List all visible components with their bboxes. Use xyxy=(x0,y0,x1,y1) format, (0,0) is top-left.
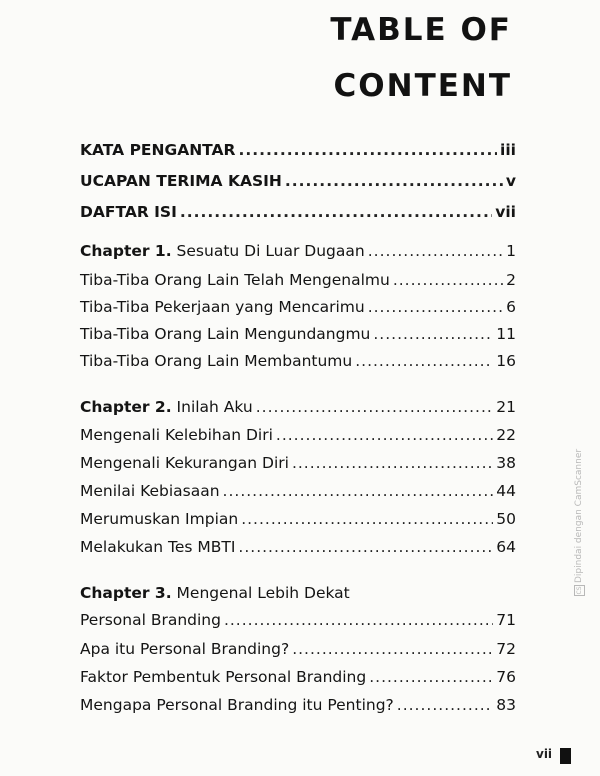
toc-entry-label: Menilai Kebiasaan xyxy=(80,482,220,500)
dot-leader xyxy=(292,454,493,472)
chapter-prefix: Chapter 2. xyxy=(80,398,172,416)
toc-entry[interactable] xyxy=(80,271,516,295)
dot-leader xyxy=(368,298,503,316)
chapter-title: Mengenal Lebih Dekat xyxy=(176,584,350,602)
toc-entry-label: Merumuskan Impian xyxy=(80,510,239,528)
toc-entry-page: 16 xyxy=(496,352,516,370)
dot-leader xyxy=(276,426,493,444)
dot-leader xyxy=(355,352,493,370)
toc-entry-daftar-isi[interactable] xyxy=(80,203,516,227)
toc-entry-page: 72 xyxy=(496,640,516,658)
dot-leader xyxy=(238,141,497,159)
toc-entry[interactable] xyxy=(80,696,516,720)
toc-entry-page: 22 xyxy=(496,426,516,444)
toc-entry-page: 83 xyxy=(496,696,516,714)
toc-entry-page: 2 xyxy=(506,271,516,289)
toc-entry[interactable] xyxy=(80,298,516,322)
toc-entry-page: 64 xyxy=(496,538,516,556)
dot-leader xyxy=(224,611,493,629)
watermark-text: Dipindai dengan CamScanner xyxy=(574,448,584,583)
toc-entry-page: vii xyxy=(495,203,516,221)
title-line-2: CONTENT xyxy=(333,68,512,104)
toc-entry[interactable] xyxy=(80,640,516,664)
chapter-prefix: Chapter 3. xyxy=(80,584,172,602)
chapter-heading xyxy=(80,584,350,602)
toc-entry-label: Apa itu Personal Branding? xyxy=(80,640,290,658)
page-number: vii xyxy=(536,747,553,761)
chapter-title: Inilah Aku xyxy=(176,398,253,416)
dot-leader xyxy=(368,242,503,260)
scanner-watermark xyxy=(574,448,585,596)
toc-entry-page: 44 xyxy=(496,482,516,500)
dot-leader xyxy=(285,172,503,190)
toc-entry-page: 38 xyxy=(496,454,516,472)
dot-leader xyxy=(241,510,493,528)
toc-entry-page: 1 xyxy=(506,242,516,260)
chapter-title: Sesuatu Di Luar Dugaan xyxy=(176,242,365,260)
toc-entry[interactable] xyxy=(80,668,516,692)
dot-leader xyxy=(292,640,493,658)
toc-entry-page: 11 xyxy=(496,325,516,343)
toc-entry-label: Mengenali Kekurangan Diri xyxy=(80,454,289,472)
toc-entry-label: Melakukan Tes MBTI xyxy=(80,538,236,556)
toc-entry[interactable] xyxy=(80,352,516,376)
toc-entry-label: UCAPAN TERIMA KASIH xyxy=(80,172,282,190)
toc-entry-kata-pengantar[interactable] xyxy=(80,141,516,165)
dot-leader xyxy=(256,398,494,416)
toc-entry-page: 71 xyxy=(496,611,516,629)
chapter-prefix: Chapter 1. xyxy=(80,242,172,260)
toc-entry[interactable] xyxy=(80,426,516,450)
toc-entry-label: KATA PENGANTAR xyxy=(80,141,236,159)
toc-entry[interactable] xyxy=(80,510,516,534)
chapter-heading xyxy=(80,398,253,416)
dot-leader xyxy=(397,696,493,714)
toc-entry-label: DAFTAR ISI xyxy=(80,203,177,221)
camscanner-icon: CS xyxy=(576,586,583,595)
dot-leader xyxy=(393,271,503,289)
title-line-1: TABLE OF xyxy=(330,12,512,48)
toc-entry-page: 6 xyxy=(506,298,516,316)
toc-entry-label: Faktor Pembentuk Personal Branding xyxy=(80,668,367,686)
dot-leader xyxy=(238,538,493,556)
dot-leader xyxy=(369,668,493,686)
toc-chapter-2[interactable] xyxy=(80,398,516,422)
toc-entry-label: Mengenali Kelebihan Diri xyxy=(80,426,273,444)
toc-entry-label: Tiba-Tiba Pekerjaan yang Mencarimu xyxy=(80,298,365,316)
toc-entry-page: iii xyxy=(500,141,516,159)
toc-entry-page: 21 xyxy=(496,398,516,416)
toc-entry-ucapan-terima-kasih[interactable] xyxy=(80,172,516,196)
toc-entry-label: Tiba-Tiba Orang Lain Mengundangmu xyxy=(80,325,371,343)
toc-entry-page: v xyxy=(505,172,516,190)
toc-entry[interactable] xyxy=(80,538,516,562)
toc-chapter-1[interactable] xyxy=(80,242,516,266)
dot-leader xyxy=(223,482,494,500)
page-marker-bar xyxy=(560,748,571,764)
toc-entry-label: Personal Branding xyxy=(80,611,221,629)
chapter-heading xyxy=(80,242,365,260)
toc-entry[interactable] xyxy=(80,482,516,506)
dot-leader xyxy=(180,203,492,221)
toc-entry-label: Tiba-Tiba Orang Lain Membantumu xyxy=(80,352,353,370)
toc-chapter-3[interactable] xyxy=(80,584,516,608)
toc-entry-label: Tiba-Tiba Orang Lain Telah Mengenalmu xyxy=(80,271,390,289)
table-of-contents xyxy=(80,0,516,776)
toc-entry-label: Mengapa Personal Branding itu Penting? xyxy=(80,696,394,714)
toc-entry[interactable] xyxy=(80,611,516,635)
dot-leader xyxy=(373,325,493,343)
toc-entry[interactable] xyxy=(80,325,516,349)
toc-entry[interactable] xyxy=(80,454,516,478)
toc-entry-page: 50 xyxy=(496,510,516,528)
toc-entry-page: 76 xyxy=(496,668,516,686)
